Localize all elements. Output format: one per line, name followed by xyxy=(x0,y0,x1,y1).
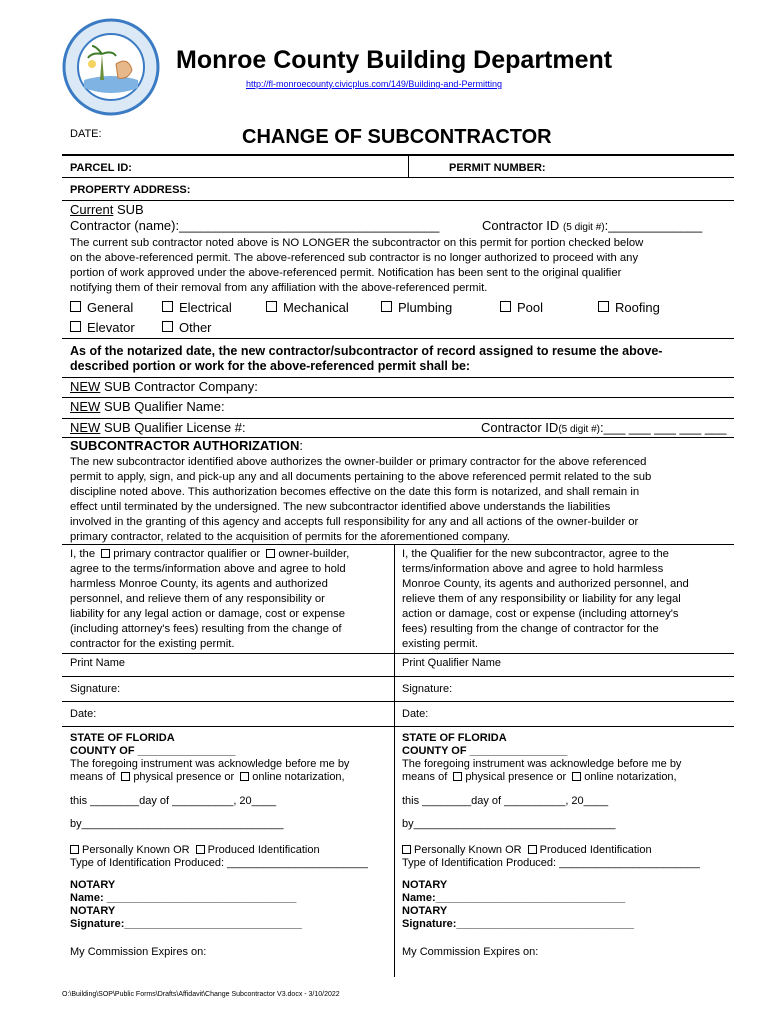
removal-notice xyxy=(70,236,730,296)
left-id-type-field[interactable]: Type of Identification Produced: _______________________ xyxy=(70,857,368,869)
parcel-id-label: PARCEL ID: xyxy=(70,162,132,174)
field-label: SUB Qualifier Name: xyxy=(100,399,225,414)
statement-line: As of the notarized date, the new contractor/subcontractor of record assigned to resume the above- xyxy=(70,344,663,358)
left-commission-field[interactable]: My Commission Expires on: xyxy=(70,946,207,958)
contractor-id-blank: :___ ___ ___ ___ ___ xyxy=(600,420,727,435)
text: means of xyxy=(70,771,119,783)
means-line xyxy=(70,771,390,784)
authorization-line: permit to apply, sign, and pick-up any and all documents pertaining to the above referenced permit related to the sub xyxy=(70,471,652,483)
new-sub-qualifier-field[interactable] xyxy=(70,399,225,414)
sub-word: SUB xyxy=(113,202,144,217)
trade-label: Mechanical xyxy=(283,300,349,315)
trade-label: General xyxy=(87,300,134,315)
trade-checkbox-mechanical[interactable] xyxy=(266,300,349,315)
notary-signature-field[interactable]: Signature:_____________________________ xyxy=(402,918,634,930)
owner-builder-agreement xyxy=(70,547,385,652)
trade-checkbox-electrical[interactable] xyxy=(162,300,232,315)
foregoing-text: The foregoing instrument was acknowledge before me by xyxy=(70,758,350,770)
divider xyxy=(62,200,734,201)
checkbox-personally-known[interactable] xyxy=(402,845,411,854)
left-signature-field[interactable]: Signature: xyxy=(70,683,121,695)
trade-checkbox-plumbing[interactable] xyxy=(381,300,452,315)
notary-label: NOTARY xyxy=(70,905,116,917)
date-label: DATE: xyxy=(70,128,102,140)
new-sub-license-field[interactable] xyxy=(70,420,246,435)
property-address-label: PROPERTY ADDRESS: xyxy=(70,184,191,196)
divider xyxy=(62,397,734,398)
authorization-line: involved in the granting of this agency and accepts full responsibility for any and all actions of the owner-builder or xyxy=(70,516,639,528)
agreement-line: action or damage, cost or expense (including attorney's xyxy=(402,608,679,620)
text: Produced Identification xyxy=(207,844,320,856)
text: Personally Known OR xyxy=(82,844,193,856)
state-label: STATE OF FLORIDA xyxy=(70,732,175,744)
divider xyxy=(62,653,734,654)
divider xyxy=(62,544,734,545)
heading-colon: : xyxy=(299,438,304,453)
notary-name-field[interactable]: Name:_______________________________ xyxy=(402,892,626,904)
authorization-line: effect until terminated by the undersigned. The new subcontractor identified above understands the liabilities xyxy=(70,501,611,513)
new-word: NEW xyxy=(70,399,101,414)
authorization-line: discipline noted above. This authorization becomes effective on the date this form is notarized, and shall remain in xyxy=(70,486,640,498)
checkbox-icon xyxy=(266,301,277,312)
checkbox-online-notarization[interactable] xyxy=(572,772,581,781)
notary-label: NOTARY xyxy=(402,905,448,917)
checkbox-icon xyxy=(70,301,81,312)
means-line xyxy=(402,771,722,784)
trade-label: Plumbing xyxy=(398,300,453,315)
authorization-text xyxy=(70,455,651,545)
trade-checkbox-elevator[interactable] xyxy=(70,320,135,335)
agreement-line: agree to the terms/information above and agree to hold xyxy=(70,563,346,575)
agreement-line: relieve them of any responsibility or liability for any legal xyxy=(402,593,681,605)
contractor-id-hint: (5 digit #) xyxy=(562,222,605,233)
agreement-line: contractor for the existing permit. xyxy=(70,638,235,650)
text: online notarization, xyxy=(584,771,677,783)
checkbox-physical-presence[interactable] xyxy=(121,772,130,781)
text: physical presence or xyxy=(133,771,238,783)
divider xyxy=(62,701,734,702)
field-label: SUB Qualifier License #: xyxy=(100,420,246,435)
divider xyxy=(62,726,734,727)
new-contractor-statement xyxy=(70,344,662,374)
checkbox-icon xyxy=(381,301,392,312)
contractor-id-hint: (5 digit #) xyxy=(558,424,600,435)
contractor-id-blank: :_____________ xyxy=(604,218,703,233)
checkbox-icon xyxy=(162,301,173,312)
contractor-id-label: Contractor ID xyxy=(482,218,560,233)
new-word: NEW xyxy=(70,379,101,394)
trade-checkbox-roofing[interactable] xyxy=(598,300,660,315)
agreement-line: fees) resulting from the change of contractor for the xyxy=(402,623,659,635)
left-this-day-field[interactable]: this ________day of __________, 20____ xyxy=(70,795,277,807)
trade-label: Roofing xyxy=(615,300,660,315)
text: owner-builder, xyxy=(278,548,350,560)
county-label: COUNTY OF ________________ xyxy=(402,745,568,757)
agreement-line xyxy=(70,547,385,562)
divider xyxy=(62,338,734,339)
checkbox-owner-builder[interactable] xyxy=(266,549,275,558)
new-sub-company-field[interactable] xyxy=(70,379,258,394)
department-website-link[interactable]: http://fl-monroecounty.civicplus.com/149/Building-and-Permitting xyxy=(246,79,502,89)
checkbox-produced-id[interactable] xyxy=(196,845,205,854)
department-title: Monroe County Building Department xyxy=(176,46,613,74)
divider xyxy=(408,155,409,177)
divider xyxy=(62,676,734,677)
text: Personally Known OR xyxy=(414,844,525,856)
file-path-footer: O:\Building\SOP\Public Forms\Drafts\Affidavit\Change Subcontractor V3.docx - 3/10/2022 xyxy=(62,991,340,998)
divider xyxy=(62,177,734,178)
agreement-line: Monroe County, its agents and authorized personnel, and xyxy=(402,578,689,590)
column-divider xyxy=(394,545,395,977)
right-signature-field[interactable]: Signature: xyxy=(402,683,453,695)
agreement-line: I, the Qualifier for the new subcontractor, agree to the xyxy=(402,548,669,560)
field-label: SUB Contractor Company: xyxy=(100,379,258,394)
notice-line: The current sub contractor noted above is NO LONGER the subcontractor on this permit for portion checked below xyxy=(70,237,644,249)
notice-line: portion of work approved under the above-referenced permit. Notification has been sent to the original qualifier xyxy=(70,267,622,279)
text: online notarization, xyxy=(252,771,345,783)
checkbox-icon xyxy=(70,321,81,332)
trade-checkbox-other[interactable] xyxy=(162,320,212,335)
text: means of xyxy=(402,771,451,783)
trade-label: Elevator xyxy=(87,320,135,335)
checkbox-online-notarization[interactable] xyxy=(240,772,249,781)
contractor-id-label: Contractor ID xyxy=(481,420,559,435)
print-qualifier-name-field[interactable]: Print Qualifier Name xyxy=(402,657,502,669)
new-word: NEW xyxy=(70,420,101,435)
checkbox-icon xyxy=(500,301,511,312)
authorization-heading xyxy=(70,438,303,453)
statement-line: described portion or work for the above-referenced permit shall be: xyxy=(70,359,471,373)
right-commission-field[interactable]: My Commission Expires on: xyxy=(402,946,539,958)
authorization-line: primary contractor, related to the acquisition of permits for the aforementioned company. xyxy=(70,531,510,543)
checkbox-personally-known[interactable] xyxy=(70,845,79,854)
current-sub-heading xyxy=(70,202,144,217)
agreement-line: existing permit. xyxy=(402,638,478,650)
left-notary-signature-block xyxy=(70,879,302,931)
checkbox-icon xyxy=(598,301,609,312)
checkbox-physical-presence[interactable] xyxy=(453,772,462,781)
state-label: STATE OF FLORIDA xyxy=(402,732,507,744)
left-notary-block xyxy=(70,732,390,784)
new-contractor-id-field[interactable] xyxy=(481,420,727,435)
right-notary-block xyxy=(402,732,722,784)
county-label: COUNTY OF ________________ xyxy=(70,745,236,757)
county-seal-logo xyxy=(62,18,160,116)
text: primary contractor qualifier or xyxy=(113,548,264,560)
permit-number-label: PERMIT NUMBER: xyxy=(449,162,546,174)
right-identification-line xyxy=(402,844,652,857)
left-identification-line xyxy=(70,844,320,857)
qualifier-agreement xyxy=(402,547,717,652)
right-this-day-field[interactable]: this ________day of __________, 20____ xyxy=(402,795,609,807)
trade-label: Electrical xyxy=(179,300,232,315)
divider xyxy=(62,154,734,156)
form-title: CHANGE OF SUBCONTRACTOR xyxy=(242,126,552,148)
notary-label: NOTARY xyxy=(402,879,448,891)
checkbox-produced-id[interactable] xyxy=(528,845,537,854)
checkbox-primary-contractor[interactable] xyxy=(101,549,110,558)
text: Produced Identification xyxy=(539,844,652,856)
trade-label: Other xyxy=(179,320,212,335)
right-notary-signature-block xyxy=(402,879,634,931)
agreement-line: (including attorney's fees) resulting from the change of xyxy=(70,623,342,635)
text: physical presence or xyxy=(465,771,570,783)
notary-name-field[interactable]: Name: _______________________________ xyxy=(70,892,297,904)
authorization-heading-text: SUBCONTRACTOR AUTHORIZATION xyxy=(70,438,300,453)
checkbox-icon xyxy=(162,321,173,332)
text: I, the xyxy=(70,548,99,560)
left-by-field[interactable]: by_________________________________ xyxy=(70,818,284,830)
notary-signature-field[interactable]: Signature:_____________________________ xyxy=(70,918,302,930)
print-name-field[interactable]: Print Name xyxy=(70,657,126,669)
right-date-field[interactable]: Date: xyxy=(402,708,429,720)
notice-line: on the above-referenced permit. The above-referenced sub contractor is no longer authorized to proceed with any xyxy=(70,252,639,264)
agreement-line: liability for any legal action or damage, cost or expense xyxy=(70,608,346,620)
trade-checkbox-pool[interactable] xyxy=(500,300,543,315)
trade-label: Pool xyxy=(517,300,544,315)
current-word: Current xyxy=(70,202,114,217)
current-contractor-name-field[interactable]: Contractor (name):____________________________________ xyxy=(70,218,440,233)
foregoing-text: The foregoing instrument was acknowledge before me by xyxy=(402,758,682,770)
agreement-line: personnel, and relieve them of any responsibility or xyxy=(70,593,325,605)
left-date-field[interactable]: Date: xyxy=(70,708,97,720)
trade-checkbox-general[interactable] xyxy=(70,300,133,315)
right-by-field[interactable]: by_________________________________ xyxy=(402,818,616,830)
authorization-line: The new subcontractor identified above authorizes the owner-builder or primary contractor for the above referenced xyxy=(70,456,647,468)
agreement-line: harmless Monroe County, its agents and authorized xyxy=(70,578,328,590)
notary-label: NOTARY xyxy=(70,879,116,891)
right-id-type-field[interactable]: Type of Identification Produced: _______________________ xyxy=(402,857,700,869)
divider xyxy=(62,418,734,419)
agreement-line: terms/information above and agree to hold harmless xyxy=(402,563,664,575)
current-contractor-id-field[interactable] xyxy=(482,218,702,233)
notice-line: notifying them of their removal from any affiliation with the above-referenced permit. xyxy=(70,282,488,294)
divider xyxy=(62,377,734,378)
